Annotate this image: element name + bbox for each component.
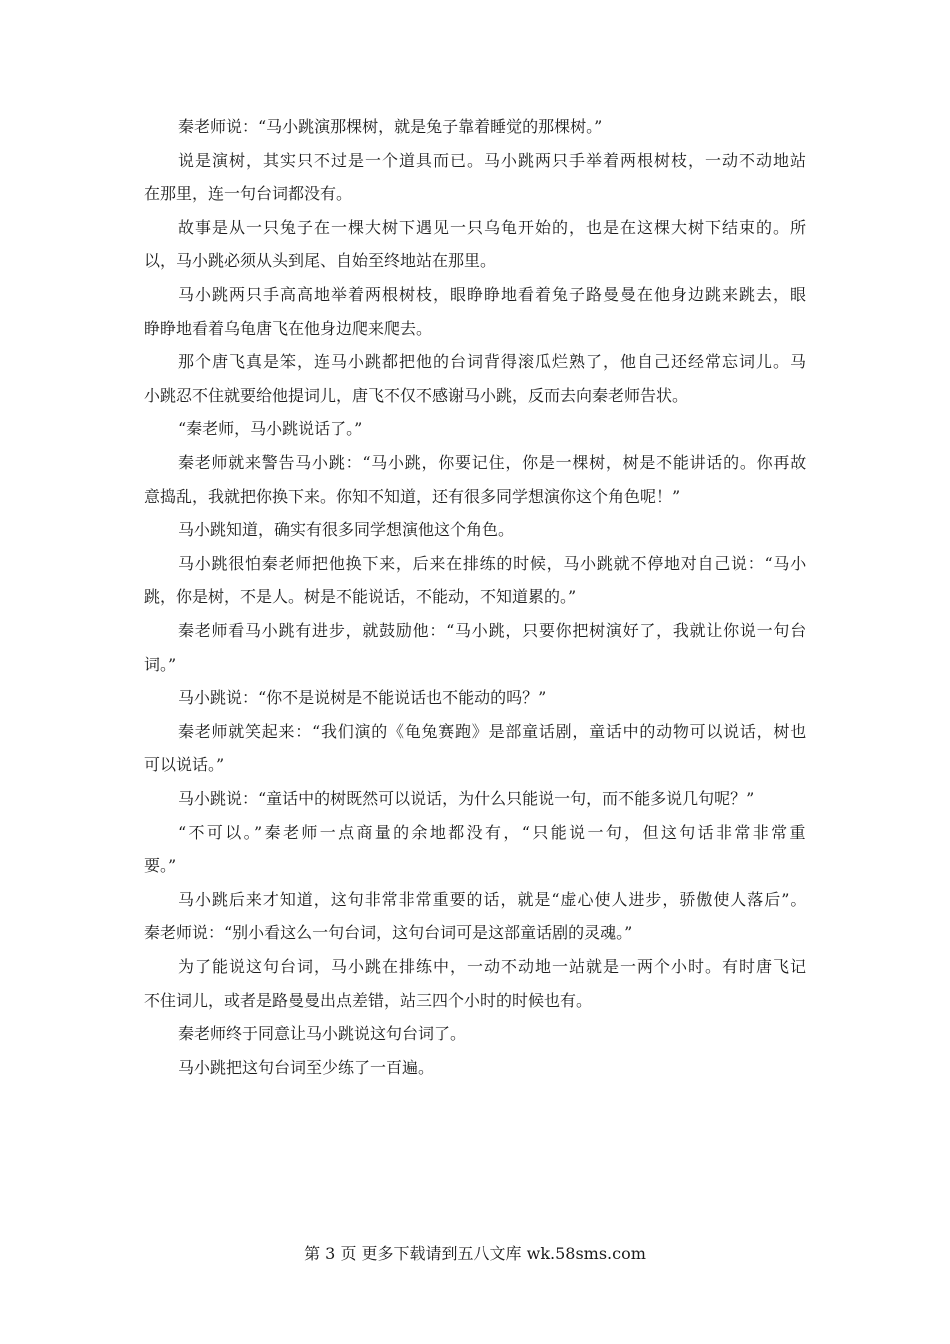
paragraph-line: 可以说话。” (144, 755, 225, 775)
paragraph-line: 马小跳知道，确实有很多同学想演他这个角色。 (178, 520, 515, 540)
paragraph-line: 秦老师说：“马小跳演那棵树，就是兔子靠着睡觉的那棵树。” (178, 117, 603, 136)
paragraph-line: 马小跳说：“你不是说树是不能说话也不能动的吗？” (178, 688, 547, 708)
paragraph-line: 秦老师说：“别小看这么一句台词，这句台词可是这部童话剧的灵魂。” (144, 923, 633, 943)
paragraph-line: 秦老师就来警告马小跳：“马小跳，你要记住，你是一棵树，树是不能讲话的。你再故 (178, 453, 807, 472)
paragraph-line: 马小跳把这句台词至少练了一百遍。 (178, 1057, 435, 1077)
page-footer: 第 3 页 更多下载请到五八文库 wk.58sms.com (304, 1244, 646, 1263)
paragraph-line: 马小跳说：“童话中的树既然可以说话，为什么只能说一句，而不能多说几句呢？” (178, 789, 755, 808)
paragraph-line: 那个唐飞真是笨，连马小跳都把他的台词背得滚瓜烂熟了，他自己还经常忘词儿。马 (178, 352, 808, 372)
paragraph-line: “秦老师，马小跳说话了。” (178, 419, 363, 439)
paragraph-line: 不住词儿，或者是路曼曼出点差错，站三四个小时的时候也有。 (144, 990, 593, 1010)
paragraph-line: 词。” (144, 654, 177, 674)
paragraph-line: 小跳忍不住就要给他提词儿，唐飞不仅不感谢马小跳，反而去向秦老师告状。 (144, 385, 689, 405)
paragraph-line: 马小跳很怕秦老师把他换下来，后来在排练的时候，马小跳就不停地对自己说：“马小 (178, 553, 807, 573)
paragraph-line: “不可以。”秦老师一点商量的余地都没有，“只能说一句，但这句话非常非常重 (178, 822, 808, 842)
paragraph-line: 意捣乱，我就把你换下来。你知不知道，还有很多同学想演你这个角色呢！” (144, 486, 681, 506)
paragraph-line: 故事是从一只兔子在一棵大树下遇见一只乌龟开始的，也是在这棵大树下结束的。所 (178, 217, 808, 237)
paragraph-line: 秦老师终于同意让马小跳说这句台词了。 (178, 1024, 467, 1044)
paragraph-line: 马小跳后来才知道，这句非常非常重要的话，就是“虚心使人进步，骄傲使人落后”。 (178, 889, 808, 909)
paragraph-line: 在那里，连一句台词都没有。 (144, 184, 353, 204)
paragraph-line: 马小跳两只手高高地举着两根树枝，眼睁睁地看着兔子路曼曼在他身边跳来跳去，眼 (178, 285, 808, 304)
paragraph-line: 秦老师就笑起来：“我们演的《龟兔赛跑》是部童话剧，童话中的动物可以说话，树也 (178, 721, 807, 741)
paragraph-line: 以，马小跳必须从头到尾、自始至终地站在那里。 (144, 251, 497, 271)
paragraph-line: 说是演树，其实只不过是一个道具而已。马小跳两只手举着两根树枝，一动不动地站 (178, 150, 808, 170)
paragraph-line: 秦老师看马小跳有进步，就鼓励他：“马小跳，只要你把树演好了，我就让你说一句台 (178, 621, 807, 640)
paragraph-line: 为了能说这句台词，马小跳在排练中，一动不动地一站就是一两个小时。有时唐飞记 (178, 957, 808, 976)
paragraph-line: 跳，你是树，不是人。树是不能说话，不能动，不知道累的。” (144, 587, 577, 607)
paragraph-line: 睁睁地看着乌龟唐飞在他身边爬来爬去。 (144, 318, 433, 338)
paragraph-line: 要。” (144, 856, 177, 876)
